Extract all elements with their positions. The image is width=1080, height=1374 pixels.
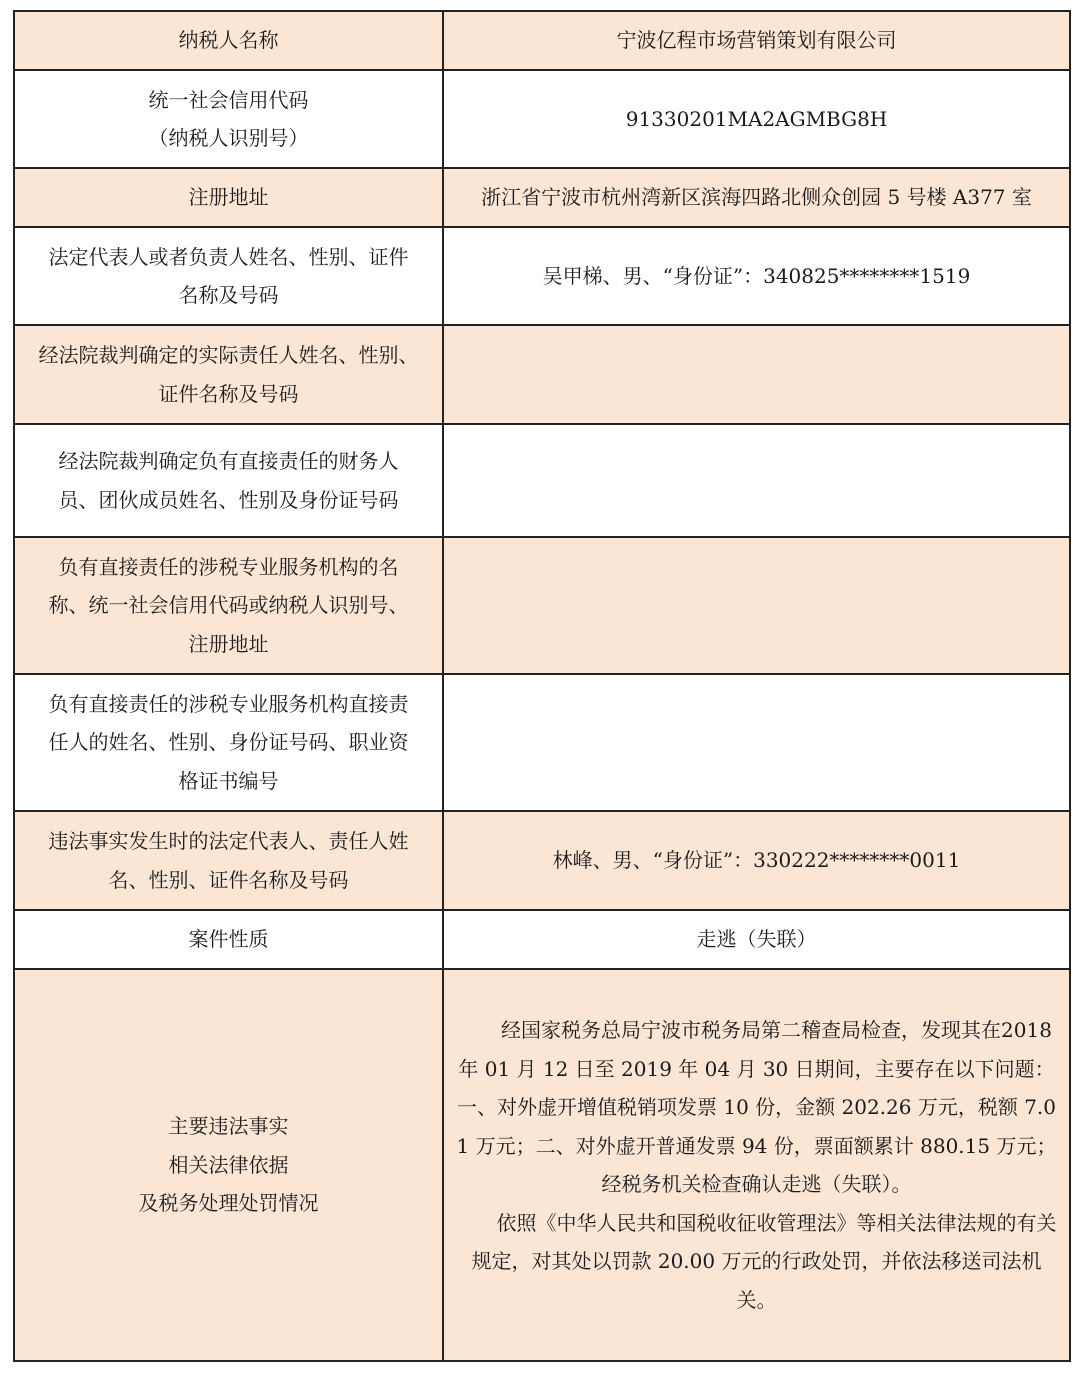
value-cell: 吴甲梯、男、“身份证”：340825********1519 (443, 227, 1070, 325)
row-tax-service-agency (14, 537, 1070, 674)
label-cell (14, 168, 443, 227)
label-cell (14, 11, 443, 70)
row-case-nature (14, 910, 1070, 969)
label-line: 名称及号码 (178, 283, 279, 307)
value-cell (443, 537, 1070, 674)
label-cell (14, 811, 443, 910)
value-cell: 浙江省宁波市杭州湾新区滨海四路北侧众创园 5 号楼 A377 室 (443, 168, 1070, 227)
label-line: 法定代表人或者负责人姓名、性别、证件 (48, 244, 409, 269)
value-cell (443, 674, 1070, 811)
label-line: 主要违法事实 (168, 1114, 289, 1139)
label-cell (14, 424, 443, 537)
value-cell: 林峰、男、“身份证”：330222********0011 (443, 811, 1070, 910)
label-line: 名、性别、证件名称及号码 (108, 867, 349, 892)
value-cell: 走逃（失联） (443, 910, 1070, 969)
value-cell (443, 424, 1070, 537)
label-line: 经法院裁判确定的实际责任人姓名、性别、 (38, 343, 419, 367)
label-cell (14, 227, 443, 325)
label-cell (14, 969, 443, 1361)
row-violation-facts (14, 969, 1070, 1361)
label-cell (14, 325, 443, 424)
label-line: 纳税人名称 (178, 28, 279, 53)
label-cell (14, 70, 443, 168)
label-line: （纳税人识别号） (148, 126, 309, 150)
value-cell: 宁波亿程市场营销策划有限公司 (443, 11, 1070, 70)
value-cell (443, 325, 1070, 424)
label-line: 任人的姓名、性别、身份证号码、职业资 (48, 730, 409, 755)
label-line: 统一社会信用代码 (148, 87, 309, 112)
facts-paragraph: 依照《中华人民共和国税收征收管理法》等相关法律法规的有关规定，对其处以罚款 20.00 万元的行政处罚，并依法移送司法机关。 (471, 1210, 1057, 1312)
label-line: 案件性质 (188, 927, 269, 952)
label-line: 注册地址 (188, 185, 269, 210)
label-line: 及税务处理处罚情况 (138, 1191, 319, 1216)
facts-paragraph: 经国家税务总局宁波市税务局第二稽查局检查，发现其在2018 年 01 月 12 日至 2019 年 04 月 30 日期间，主要存在以下问题：一、对外虚开增值税销项发票 10 份，金额 202.26 万元，税额 7.01 万元；二、对外虚开普通发票 94 份，票面额累计 880.15 万元；经税务机关检查确认走逃（失联）。 (456, 1018, 1057, 1196)
label-line: 负有直接责任的涉税专业服务机构的名 (58, 554, 399, 579)
label-line: 注册地址 (188, 631, 269, 656)
row-taxpayer-name (14, 11, 1070, 70)
label-line: 经法院裁判确定负有直接责任的财务人 (58, 449, 399, 473)
row-representative-at-violation (14, 811, 1070, 910)
label-line: 称、统一社会信用代码或纳税人识别号、 (48, 593, 409, 618)
facts-cell (443, 969, 1070, 1361)
label-cell (14, 537, 443, 674)
row-legal-representative (14, 227, 1070, 325)
row-agency-responsible-person (14, 674, 1070, 811)
label-line: 员、团伙成员姓名、性别及身份证号码 (58, 487, 399, 512)
label-line: 违法事实发生时的法定代表人、责任人姓 (48, 829, 409, 853)
label-line: 相关法律依据 (168, 1152, 289, 1177)
label-line: 负有直接责任的涉税专业服务机构直接责 (48, 691, 409, 716)
row-actual-responsible-person (14, 325, 1070, 424)
row-finance-staff (14, 424, 1070, 537)
label-cell (14, 674, 443, 811)
label-line: 证件名称及号码 (158, 381, 299, 406)
row-registered-address (14, 168, 1070, 227)
label-cell (14, 910, 443, 969)
row-credit-code (14, 70, 1070, 168)
label-line: 格证书编号 (178, 768, 279, 793)
taxpayer-info-table (13, 10, 1071, 1362)
value-cell: 91330201MA2AGMBG8H (443, 70, 1070, 168)
